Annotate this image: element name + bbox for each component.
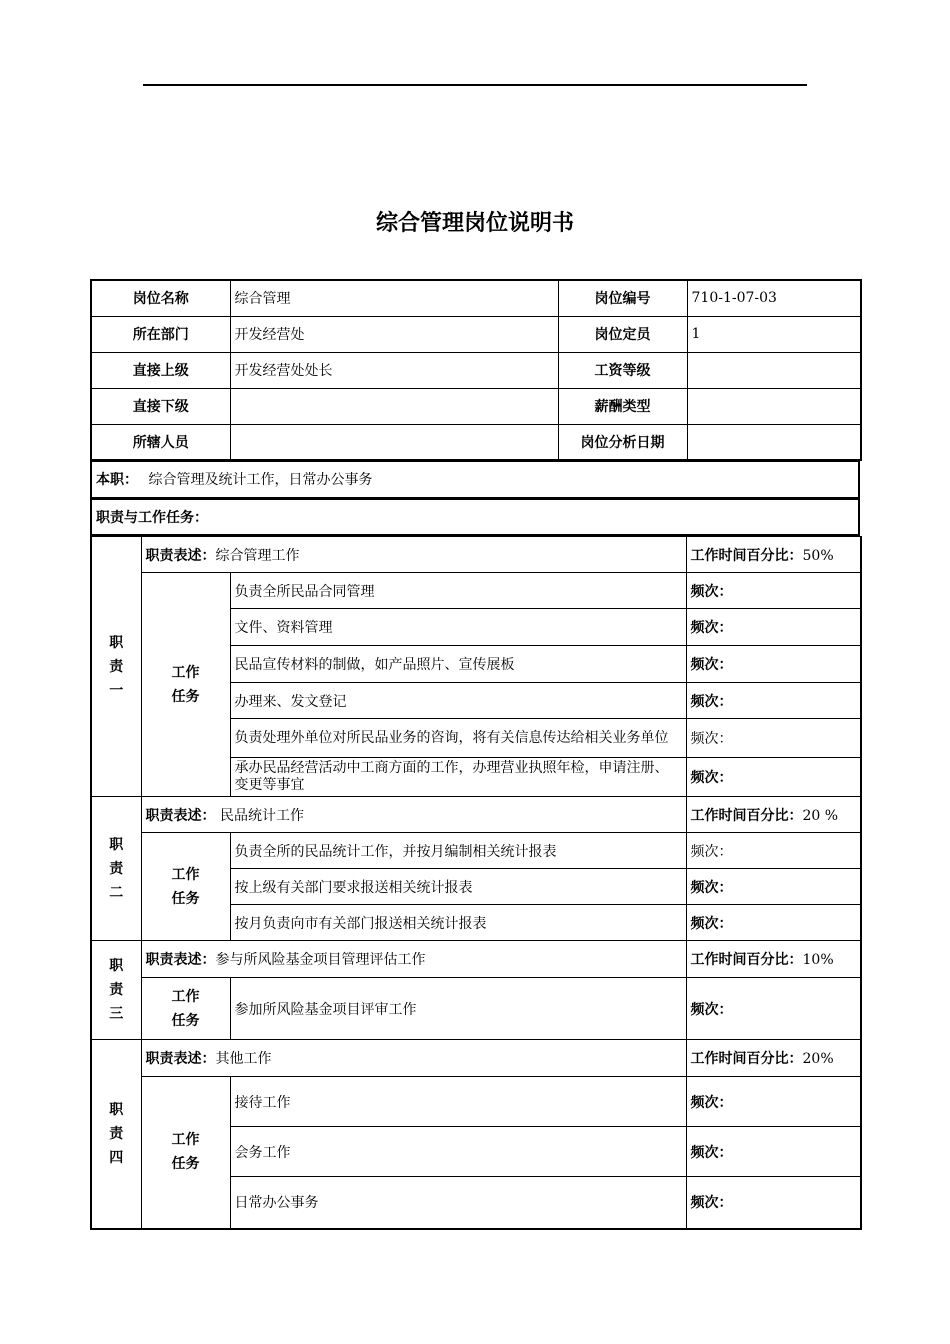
task-item: 民品宣传材料的制做，如产品照片、宣传展板 — [230, 646, 686, 683]
main-duty-text: 综合管理及统计工作，日常办公事务 — [148, 472, 373, 489]
task-item: 按上级有关部门要求报送相关统计报表 — [230, 869, 686, 905]
frequency-label: 频次： — [686, 573, 861, 609]
task-item: 参加所风险基金项目评审工作 — [230, 978, 686, 1040]
staff-label: 所辖人员 — [91, 424, 230, 460]
duty-4-description: 职责表述：其他工作 — [141, 1040, 686, 1077]
subordinate-value — [230, 388, 558, 424]
frequency-label: 频次： — [686, 646, 861, 683]
task-item: 负责全所民品合同管理 — [230, 573, 686, 609]
headcount-label: 岗位定员 — [558, 316, 687, 352]
task-item: 日常办公事务 — [230, 1177, 686, 1229]
frequency-label: 频次： — [686, 833, 861, 869]
position-name-label: 岗位名称 — [91, 280, 230, 316]
duty-3-percent: 工作时间百分比：10% — [686, 941, 861, 978]
superior-label: 直接上级 — [91, 352, 230, 388]
duty-3-label: 职 责 三 — [91, 941, 141, 1040]
frequency-label: 频次： — [686, 869, 861, 905]
task-item: 按月负责向市有关部门报送相关统计报表 — [230, 905, 686, 941]
frequency-label: 频次： — [686, 1077, 861, 1127]
task-item: 文件、资料管理 — [230, 609, 686, 646]
task-item: 承办民品经营活动中工商方面的工作，办理营业执照年检，申请注册、变更等事宜 — [230, 758, 686, 797]
basic-info-table — [90, 279, 862, 461]
duties-heading: 职责与工作任务： — [91, 499, 859, 535]
duty-2-task-label: 工作 任务 — [141, 833, 230, 941]
staff-value — [230, 424, 558, 460]
department-label: 所在部门 — [91, 316, 230, 352]
duty-1-description: 职责表述：综合管理工作 — [141, 537, 686, 573]
frequency-label: 频次： — [686, 758, 861, 797]
duty-3-task-label: 工作 任务 — [141, 978, 230, 1040]
task-item: 会务工作 — [230, 1127, 686, 1177]
main-duty-cell — [91, 462, 859, 498]
pay-type-value — [687, 388, 861, 424]
duties-table — [90, 536, 862, 1230]
salary-grade-label: 工资等级 — [558, 352, 687, 388]
subordinate-label: 直接下级 — [91, 388, 230, 424]
duty-3-desc-row — [91, 941, 861, 978]
task-item: 负责处理外单位对所民品业务的咨询，将有关信息传达给相关业务单位 — [230, 719, 686, 758]
duty-1-label: 职 责 一 — [91, 537, 141, 797]
duty-4-desc-row — [91, 1040, 861, 1077]
frequency-label: 频次： — [686, 609, 861, 646]
frequency-label: 频次： — [686, 1177, 861, 1229]
duty-2-description: 职责表述： 民品统计工作 — [141, 797, 686, 833]
position-name-value: 综合管理 — [230, 280, 558, 316]
salary-grade-value — [687, 352, 861, 388]
duty-3-description: 职责表述：参与所风险基金项目管理评估工作 — [141, 941, 686, 978]
analysis-date-value — [687, 424, 861, 460]
headcount-value: 1 — [687, 316, 861, 352]
duty-4-task-label: 工作 任务 — [141, 1077, 230, 1229]
duty-1-task-label: 工作 任务 — [141, 573, 230, 797]
job-description-sheet — [90, 279, 860, 1230]
duty-2-desc-row — [91, 797, 861, 833]
frequency-label: 频次： — [686, 1127, 861, 1177]
duty-2-label: 职 责 二 — [91, 797, 141, 941]
superior-value: 开发经营处处长 — [230, 352, 558, 388]
frequency-label: 频次： — [686, 978, 861, 1040]
frequency-label: 频次： — [686, 719, 861, 758]
position-code-label: 岗位编号 — [558, 280, 687, 316]
duty-2-percent: 工作时间百分比：20 % — [686, 797, 861, 833]
frequency-label: 频次： — [686, 683, 861, 719]
task-item: 办理来、发文登记 — [230, 683, 686, 719]
duty-4-percent: 工作时间百分比：20% — [686, 1040, 861, 1077]
position-code-value: 710-1-07-03 — [687, 280, 861, 316]
main-duty-table — [90, 461, 860, 499]
department-value: 开发经营处 — [230, 316, 558, 352]
task-item: 负责全所的民品统计工作，并按月编制相关统计报表 — [230, 833, 686, 869]
analysis-date-label: 岗位分析日期 — [558, 424, 687, 460]
duties-heading-table — [90, 499, 860, 537]
duty-1-percent: 工作时间百分比：50% — [686, 537, 861, 573]
document-title: 综合管理岗位说明书 — [375, 211, 574, 236]
task-item: 接待工作 — [230, 1077, 686, 1127]
pay-type-label: 薪酬类型 — [558, 388, 687, 424]
duty-1-desc-row — [91, 537, 861, 573]
header-rule — [143, 84, 807, 86]
duty-4-label: 职 责 四 — [91, 1040, 141, 1229]
frequency-label: 频次： — [686, 905, 861, 941]
main-duty-label: 本职： — [96, 472, 138, 489]
